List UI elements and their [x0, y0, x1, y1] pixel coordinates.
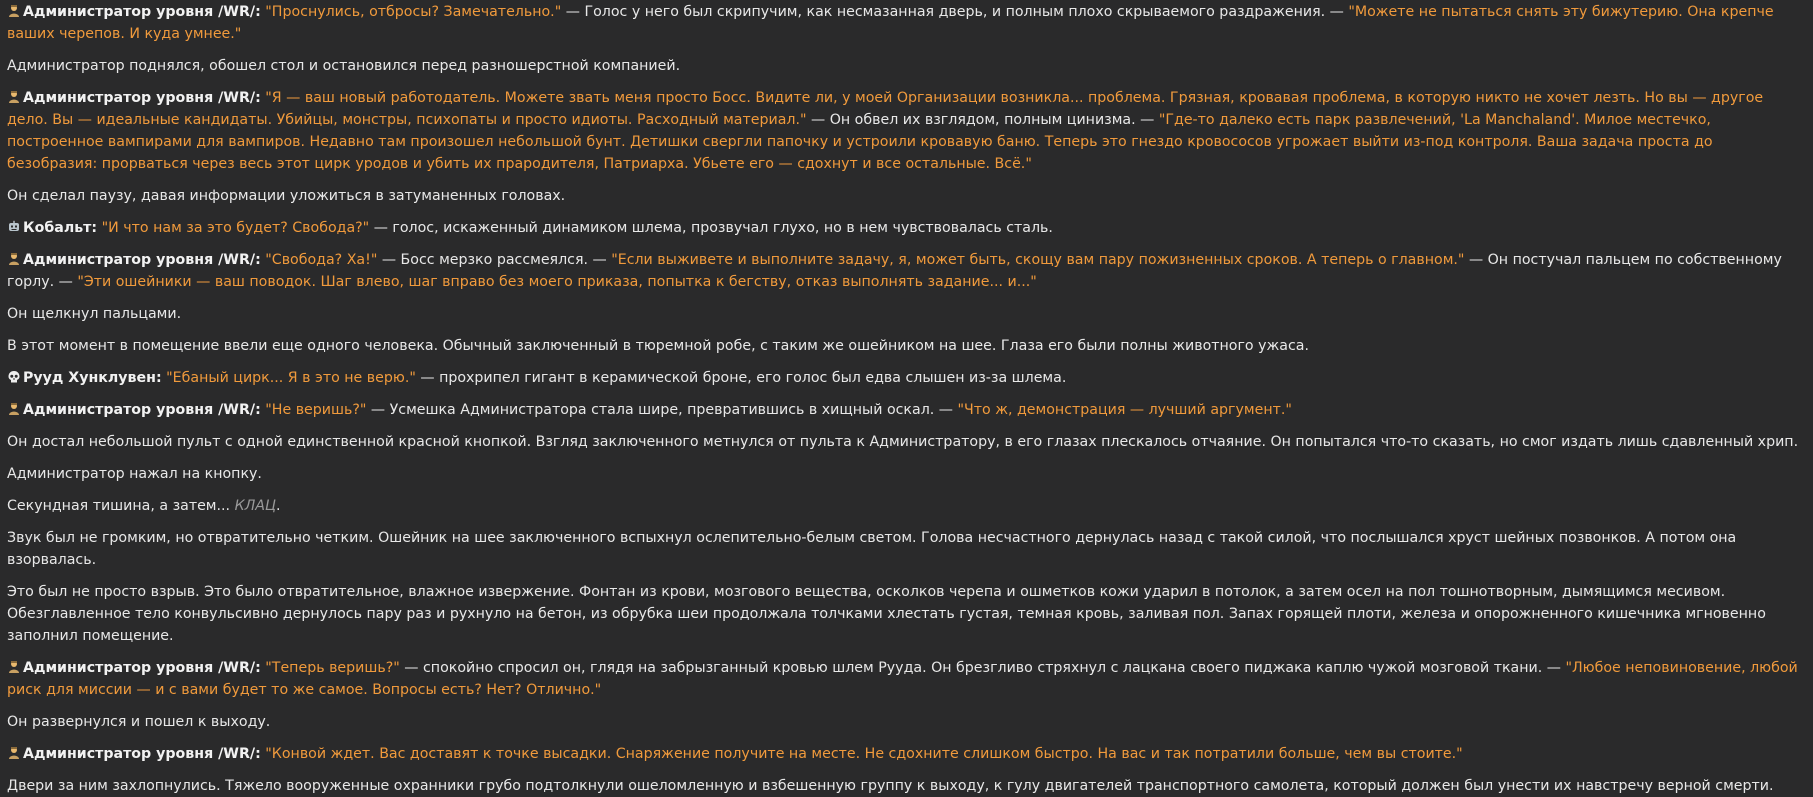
narration-text: Администратор поднялся, обошел стол и остановился перед разношерстной компанией.	[7, 58, 681, 74]
narration-text: — Босс мерзко рассмеялся. —	[377, 252, 612, 268]
emphasis-text: КЛАЦ	[234, 498, 277, 514]
speech-text: "Эти ошейники — ваш поводок. Шаг влево, шаг вправо без моего приказа, попытка к бегству, отказ выполнять задание... и..."	[77, 274, 1037, 290]
dialogue-message	[7, 657, 1801, 701]
narration-text: Секундная тишина, а затем...	[7, 498, 235, 514]
speech-text: "Что ж, демонстрация — лучший аргумент."	[957, 402, 1292, 418]
speech-text: "Где-то далеко есть парк развлечений, 'La Manchaland'. Милое местечко, построенное вампирами для вампиров. Недавно там произошел небольшой бунт. Детишки свергли папочку и устроили кровавую баню. Теперь это гнездо кровососов угрожает выйти из-под контроля. Ваша задача проста до безобразия: прорваться через весь этот цирк уродов и убить их прародителя, Патриарха. Убьете его — сдохнут и все остальные. Всё."	[7, 112, 1713, 172]
person-icon	[7, 4, 21, 18]
speech-text: "Любое неповиновение, любой риск для миссии — и с вами будет то же самое. Вопросы есть? Нет? Отлично."	[7, 660, 1798, 698]
narration-text: В этот момент в помещение ввели еще одного человека. Обычный заключенный в тюремной робе, с таким же ошейником на шее. Глаза его были полны животного ужаса.	[7, 338, 1309, 354]
narration-text: Он развернулся и пошел к выходу.	[7, 714, 271, 730]
narration-text: Он достал небольшой пульт с одной единственной красной кнопкой. Взгляд заключенного метнулся от пульта к Администратору, в его глазах плескалось отчаяние. Он попытался что-то сказать, но смог издать лишь сдавленный хрип.	[7, 434, 1799, 450]
person-icon	[7, 746, 21, 760]
speech-text: "Теперь веришь?"	[265, 660, 400, 676]
narration-text: Он сделал паузу, давая информации уложиться в затуманенных головах.	[7, 188, 566, 204]
narration-text: .	[276, 498, 281, 514]
narration-text: — Усмешка Администратора стала шире, превратившись в хищный оскал. —	[366, 402, 958, 418]
narration-text: — Он обвел их взглядом, полным цинизма. —	[806, 112, 1159, 128]
narration-text: Администратор нажал на кнопку.	[7, 466, 262, 482]
narration-paragraph	[7, 581, 1801, 647]
narration-text: — спокойно спросил он, глядя на забрызганный кровью шлем Рууда. Он брезгливо стряхнул с лацкана своего пиджака каплю чужой мозговой ткани. —	[399, 660, 1566, 676]
narration-text: — Голос у него был скрипучим, как несмазанная дверь, и полным плохо скрываемого раздражения. —	[561, 4, 1349, 20]
speech-text: "Проснулись, отбросы? Замечательно."	[265, 4, 562, 20]
speaker-name: Кобальт:	[23, 220, 98, 236]
narration-paragraph	[7, 527, 1801, 571]
narration-text: — Он постучал пальцем по собственному горлу. —	[7, 252, 1782, 290]
speech-text: "Можете не пытаться снять эту бижутерию. Она крепче ваших черепов. И куда умнее."	[7, 4, 1774, 42]
narration-paragraph	[7, 185, 1801, 207]
speaker-name: Администратор уровня /WR/:	[23, 4, 261, 20]
dialogue-message	[7, 87, 1801, 175]
dialogue-message	[7, 367, 1801, 389]
person-icon	[7, 90, 21, 104]
speaker-name: Администратор уровня /WR/:	[23, 660, 261, 676]
narration-paragraph	[7, 711, 1801, 733]
narration-paragraph	[7, 463, 1801, 485]
dialogue-message	[7, 217, 1801, 239]
person-icon	[7, 402, 21, 416]
speech-text: "Не веришь?"	[265, 402, 367, 418]
narration-text: Это был не просто взрыв. Это было отвратительное, влажное извержение. Фонтан из крови, мозгового вещества, осколков черепа и ошметков кожи ударил в потолок, а затем осел на пол тошнотворным, дымящимся месивом. Обезглавленное тело конвульсивно дернулось пару раз и рухнуло на бетон, из обрубка шеи продолжала толчками хлестать густая, темная кровь, заливая пол. Запах горящей плоти, железа и опорожненного кишечника мгновенно заполнил помещение.	[7, 584, 1766, 644]
skull-icon	[7, 370, 21, 384]
speaker-name: Администратор уровня /WR/:	[23, 252, 261, 268]
narration-paragraph	[7, 495, 1801, 517]
speaker-name: Администратор уровня /WR/:	[23, 402, 261, 418]
narration-paragraph	[7, 775, 1801, 797]
speaker-name: Рууд Хунклувен:	[23, 370, 162, 386]
person-icon	[7, 660, 21, 674]
person-icon	[7, 252, 21, 266]
dialogue-message	[7, 743, 1801, 765]
narration-text: Звук был не громким, но отвратительно четким. Ошейник на шее заключенного вспыхнул ослепительно-белым светом. Голова несчастного дернулась назад с такой силой, что послышался хруст шейных позвонков. А потом она взорвалась.	[7, 530, 1737, 568]
speech-text: "Если выживете и выполните задачу, я, может быть, скощу вам пару пожизненных сроков. А теперь о главном."	[611, 252, 1465, 268]
dialogue-message	[7, 399, 1801, 421]
narration-text: Двери за ним захлопнулись. Тяжело вооруженные охранники грубо подтолкнули ошеломленную и взбешенную группу к выходу, к гулу двигателей транспортного самолета, который должен был унести их навстречу верной смерти.	[7, 778, 1774, 794]
speaker-name: Администратор уровня /WR/:	[23, 90, 261, 106]
narration-text: Он щелкнул пальцами.	[7, 306, 182, 322]
narration-paragraph	[7, 335, 1801, 357]
narration-text: — голос, искаженный динамиком шлема, прозвучал глухо, но в нем чувствовалась сталь.	[369, 220, 1053, 236]
narration-paragraph	[7, 431, 1801, 453]
dialogue-message	[7, 1, 1801, 45]
speech-text: "Я — ваш новый работодатель. Можете звать меня просто Босс. Видите ли, у моей Организации возникла... проблема. Грязная, кровавая проблема, в которую никто не хочет лезть. Но вы — другое дело. Вы — идеальные кандидаты. Убийцы, монстры, психопаты и просто идиоты. Расходный материал."	[7, 90, 1764, 128]
speech-text: "Конвой ждет. Вас доставят к точке высадки. Снаряжение получите на месте. Не сдохните слишком быстро. На вас и так потратили больше, чем вы стоите."	[265, 746, 1463, 762]
speaker-name: Администратор уровня /WR/:	[23, 746, 261, 762]
narration-text: — прохрипел гигант в керамической броне, его голос был едва слышен из-за шлема.	[415, 370, 1067, 386]
narration-paragraph	[7, 303, 1801, 325]
dialogue-message	[7, 249, 1801, 293]
speech-text: "Свобода? Ха!"	[265, 252, 378, 268]
narration-paragraph	[7, 55, 1801, 77]
robot-icon	[7, 220, 21, 234]
speech-text: "И что нам за это будет? Свобода?"	[101, 220, 370, 236]
speech-text: "Ебаный цирк... Я в это не верю."	[166, 370, 416, 386]
